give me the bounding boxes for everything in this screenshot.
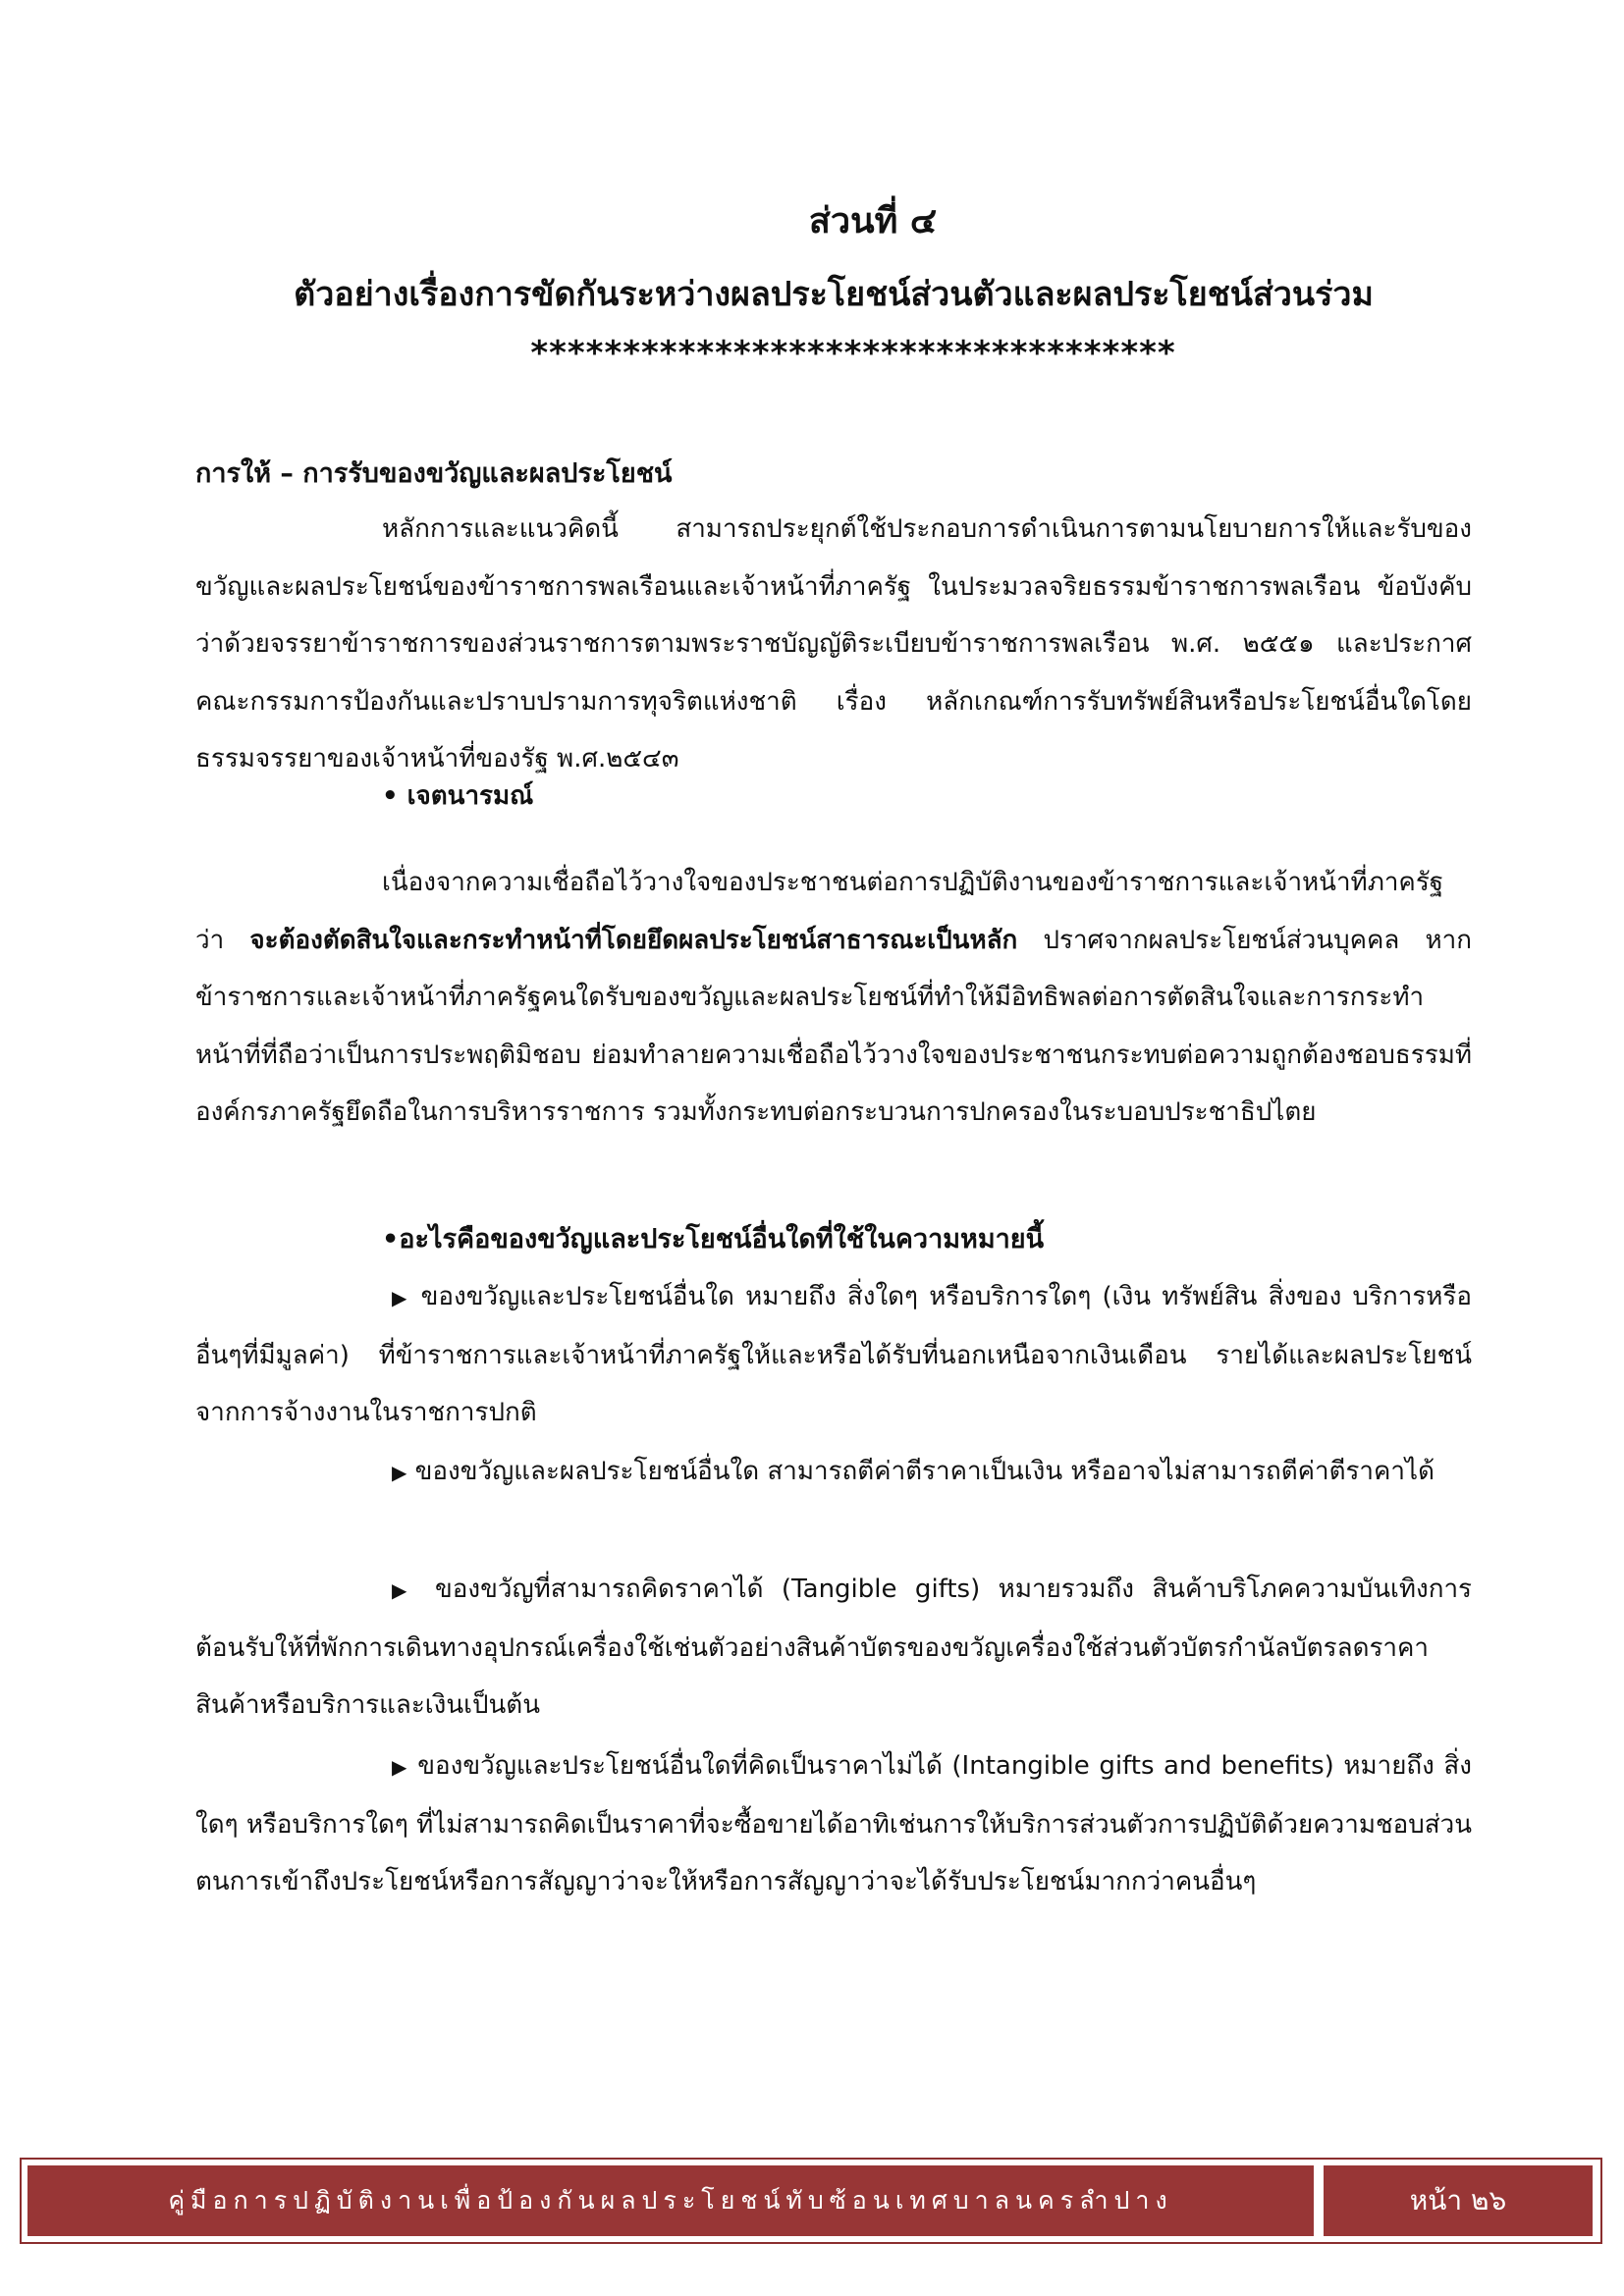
list-item-text: ของขวัญและผลประโยชน์อื่นใด สามารถตีค่าตีราคาเป็นเงิน หรืออาจไม่สามารถตีค่าตีราคาได้ [414,1457,1435,1486]
section-subtitle: ตัวอย่างเรื่องการขัดกันระหว่างผลประโยชน์ส่วนตัวและผลประโยชน์ส่วนร่วม [294,275,1374,314]
intent-text-end: ปราศจากผลประโยชน์ส่วนบุคคล หากข้าราชการและเจ้าหน้าที่ภาครัฐคนใดรับของขวัญและผลประโยชน์ที่ทำให้มีอิทธิพลต่อการตัดสินใจและการกระทำหน้าที่ที่ถือว่าเป็นการประพฤติมิชอบ ย่อมทำลายความเชื่อถือไว้วางใจของประชาชนกระทบต่อความถูกต้องชอบธรรมที่องค์กรภาครัฐยึดถือในการบริหารราชการ รวมทั้งกระทบต่อกระบวนการปกครองในระบอบประชาธิปไตย [195,925,1473,1127]
separator-stars: *********************************** [530,334,1176,373]
topic-heading: การให้ – การรับของขวัญและผลประโยชน์ [195,458,673,489]
list-item [195,1268,1472,1442]
bullet-definition: •อะไรคือของขวัญและประโยชน์อื่นใดที่ใช้ในความหมายนี้ [382,1224,1045,1255]
paragraph-intent [195,854,1472,1142]
intent-text-start: เนื่องจากความเชื่อถือไว้วางใจของประชาชนต่อการปฏิบัติงานของข้าราชการและเจ้าหน้าที่ภาครัฐว่า [195,868,1444,955]
page-footer [20,2158,1602,2244]
list-item-text: ของขวัญและประโยชน์อื่นใดที่คิดเป็นราคาไม่ได้ (Intangible gifts and benefits) หมายถึง สิ่งใดๆ หรือบริการใดๆ ที่ไม่สามารถคิดเป็นราคาที่จะซื้อขายได้อาทิเช่นการให้บริการส่วนตัวการปฏิบัติด้วยความชอบส่วนตนการเข้าถึงประโยชน์หรือการสัญญาว่าจะให้หรือการสัญญาว่าจะได้รับประโยชน์มากกว่าคนอื่นๆ [195,1751,1472,1896]
section-number: ส่วนที่ ๔ [808,201,938,241]
footer-manual-title: คู่มือการปฏิบัติงานเพื่อป้องกันผลประโยชน์ทับซ้อนเทศบาลนครลำปาง [27,2165,1314,2236]
triangle-right-icon: ▶ [392,1755,408,1779]
list-item-text: ของขวัญและประโยชน์อื่นใด หมายถึง สิ่งใดๆ หรือบริการใดๆ (เงิน ทรัพย์สิน สิ่งของ บริการหรืออื่นๆที่มีมูลค่า) ที่ข้าราชการและเจ้าหน้าที่ภาครัฐให้และหรือได้รับที่นอกเหนือจากเงินเดือน รายได้และผลประโยชน์จากการจ้างงานในราชการปกติ [195,1282,1473,1427]
triangle-right-icon: ▶ [392,1461,407,1484]
list-item [195,1561,1472,1735]
triangle-right-icon: ▶ [392,1286,410,1309]
triangle-right-icon: ▶ [392,1578,417,1602]
list-item [195,1737,1472,1911]
list-item-text: ของขวัญที่สามารถคิดราคาได้ (Tangible gifts) หมายรวมถึง สินค้าบริโภคความบันเทิงการต้อนรับให้ที่พักการเดินทางอุปกรณ์เครื่องใช้เช่นตัวอย่างสินค้าบัตรของขวัญเครื่องใช้ส่วนตัวบัตรกำนัลบัตรลดราคาสินค้าหรือบริการและเงินเป็นต้น [195,1575,1473,1720]
intent-text-emphasis: จะต้องตัดสินใจและกระทำหน้าที่โดยยึดผลประโยชน์สาธารณะเป็นหลัก [249,925,1018,955]
bullet-intent: • เจตนารมณ์ [382,781,534,811]
footer-page-number: หน้า ๒๖ [1324,2165,1593,2236]
list-item [195,1443,1472,1502]
paragraph-principles: หลักการและแนวคิดนี้ สามารถประยุกต์ใช้ประกอบการดำเนินการตามนโยบายการให้และรับของขวัญและผลประโยชน์ของข้าราชการพลเรือนและเจ้าหน้าที่ภาครัฐ ในประมวลจริยธรรมข้าราชการพลเรือน ข้อบังคับว่าด้วยจรรยาข้าราชการของส่วนราชการตามพระราชบัญญัติระเบียบข้าราชการพลเรือน พ.ศ. ๒๕๕๑ และประกาศคณะกรรมการป้องกันและปราบปรามการทุจริตแห่งชาติ เรื่อง หลักเกณฑ์การรับทรัพย์สินหรือประโยชน์อื่นใดโดยธรรมจรรยาของเจ้าหน้าที่ของรัฐ พ.ศ.๒๕๔๓ [195,514,1472,774]
